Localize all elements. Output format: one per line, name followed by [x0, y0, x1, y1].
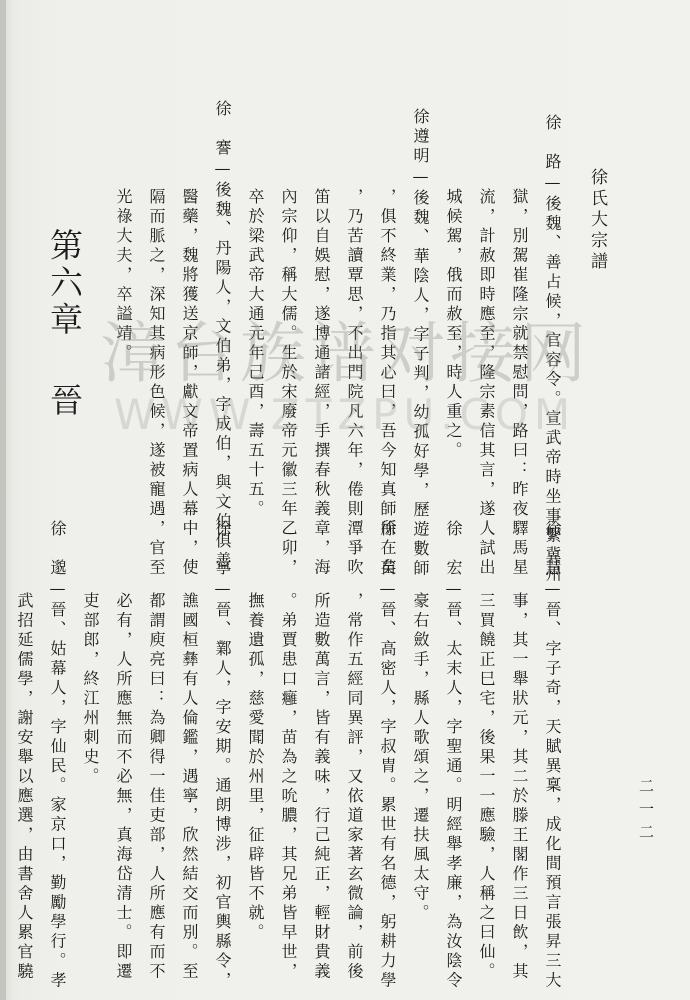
chapter-name: 晉	[45, 383, 84, 420]
page-header-title: 徐氏大宗譜	[587, 168, 607, 273]
text-column-lower-6: 徐 苗—晉、高密人，字叔胄。累世有名德，躬耕力學	[378, 520, 397, 991]
text-column-lower-11: 徐 寧—晉、鄴人，字安期。通朗博涉，初官輿縣令，	[213, 520, 232, 991]
text-column-lower-10: 撫養遺孤，慈愛聞於州里，征辟皆不就。	[246, 592, 265, 943]
text-column-lower-8: 所造數萬言，皆有義味，行己純正，輕財貴義	[312, 592, 331, 982]
text-column-upper-1: 徐 路—後魏、善占候，官容令。宣武帝時坐事繫冀州	[543, 114, 562, 585]
text-column-upper-12: 醫藥，魏將獲送京師，獻文帝置病人幕中，使	[180, 188, 199, 578]
watermark-url: WWW.ZTZPU.COM	[113, 390, 577, 439]
text-column-lower-9: 。弟賈患口癰，苗為之吮膿，其兄弟皆早世，	[279, 592, 298, 982]
text-column-lower-12: 譙國桓彝有人倫鑑，遇寧，欣然結交而別。至	[180, 592, 199, 982]
text-column-upper-10: 卒於梁武帝大通元年己酉，壽五十五。	[246, 188, 265, 520]
text-column-upper-8: 笛以自娛慰，遂博通諸經，手撰春秋義章，海	[312, 188, 331, 578]
text-column-upper-4: 城候駕，俄而赦至，時人重之。	[444, 188, 463, 461]
page-number: 二一二	[637, 778, 655, 847]
text-column-upper-9: 內宗仰，稱大儒。生於宋廢帝元徽三年乙卯，	[279, 188, 298, 578]
chapter-number: 第六章	[45, 228, 84, 339]
text-column-upper-3: 流，計赦即時應至，隆宗素信其言，遂人試出	[477, 188, 496, 578]
text-column-lower-15: 吏部郎，終江州刺史。	[81, 592, 100, 787]
text-column-lower-16: 徐 邈—晉、姑幕人，字仙民。家京口，勤勵學行。孝	[48, 520, 67, 991]
text-column-upper-7: ，乃苦讀覃思，不出門院凡六年，倦則潭爭吹	[345, 188, 364, 578]
text-column-upper-2: 獄，別駕崔隆宗就禁慰問，路曰：昨夜驛馬星	[510, 188, 529, 578]
text-column-upper-6: ，俱不終業，乃指其心曰，吾今知真師所在矣	[378, 188, 397, 578]
text-column-lower-5: 豪右斂手，縣人歌頌之，遷扶風太守。	[411, 592, 430, 924]
text-column-lower-3: 三買饒正巳宅，後果一一應驗，人稱之曰仙。	[477, 592, 496, 982]
text-column-upper-11: 徐 謇—後魏、丹陽人，文伯弟，字成伯，與文伯俱善	[213, 100, 232, 571]
text-column-upper-13: 隔而脈之，深知其病形色候，遂被寵遇，官至	[147, 188, 166, 578]
watermark-text: 漳台族谱对接网	[100, 315, 590, 392]
text-column-lower-17: 武招延儒學，謝安舉以應選，由書舍人累官驍	[15, 592, 34, 982]
text-column-lower-13: 都謂庾亮曰：為卿得一佳吏部，人所應有而不	[147, 592, 166, 982]
text-column-lower-7: ，常作五經同異評，又依道家著玄微論，前後	[345, 592, 364, 982]
page-binding-edge	[0, 0, 6, 1000]
text-column-lower-14: 必有，人所應無而不必無，真海岱清士。即遷	[114, 592, 133, 982]
text-column-lower-4: 徐 宏—晉、太末人，字聖通。明經舉孝廉，為汝陰令	[444, 520, 463, 991]
text-column-upper-14: 光祿大夫，卒謚靖。	[114, 188, 133, 364]
text-column-upper-5: 徐遵明—後魏、華陰人，字子判，幼孤好學，歷遊數師	[411, 108, 430, 579]
text-column-lower-2: 事，其一舉狀元，其二於滕王閣作三日飲，其	[510, 592, 529, 982]
text-column-lower-1: 徐 慧—晉、字子奇，天賦異稟，成化間預言張昇三大	[543, 520, 562, 991]
